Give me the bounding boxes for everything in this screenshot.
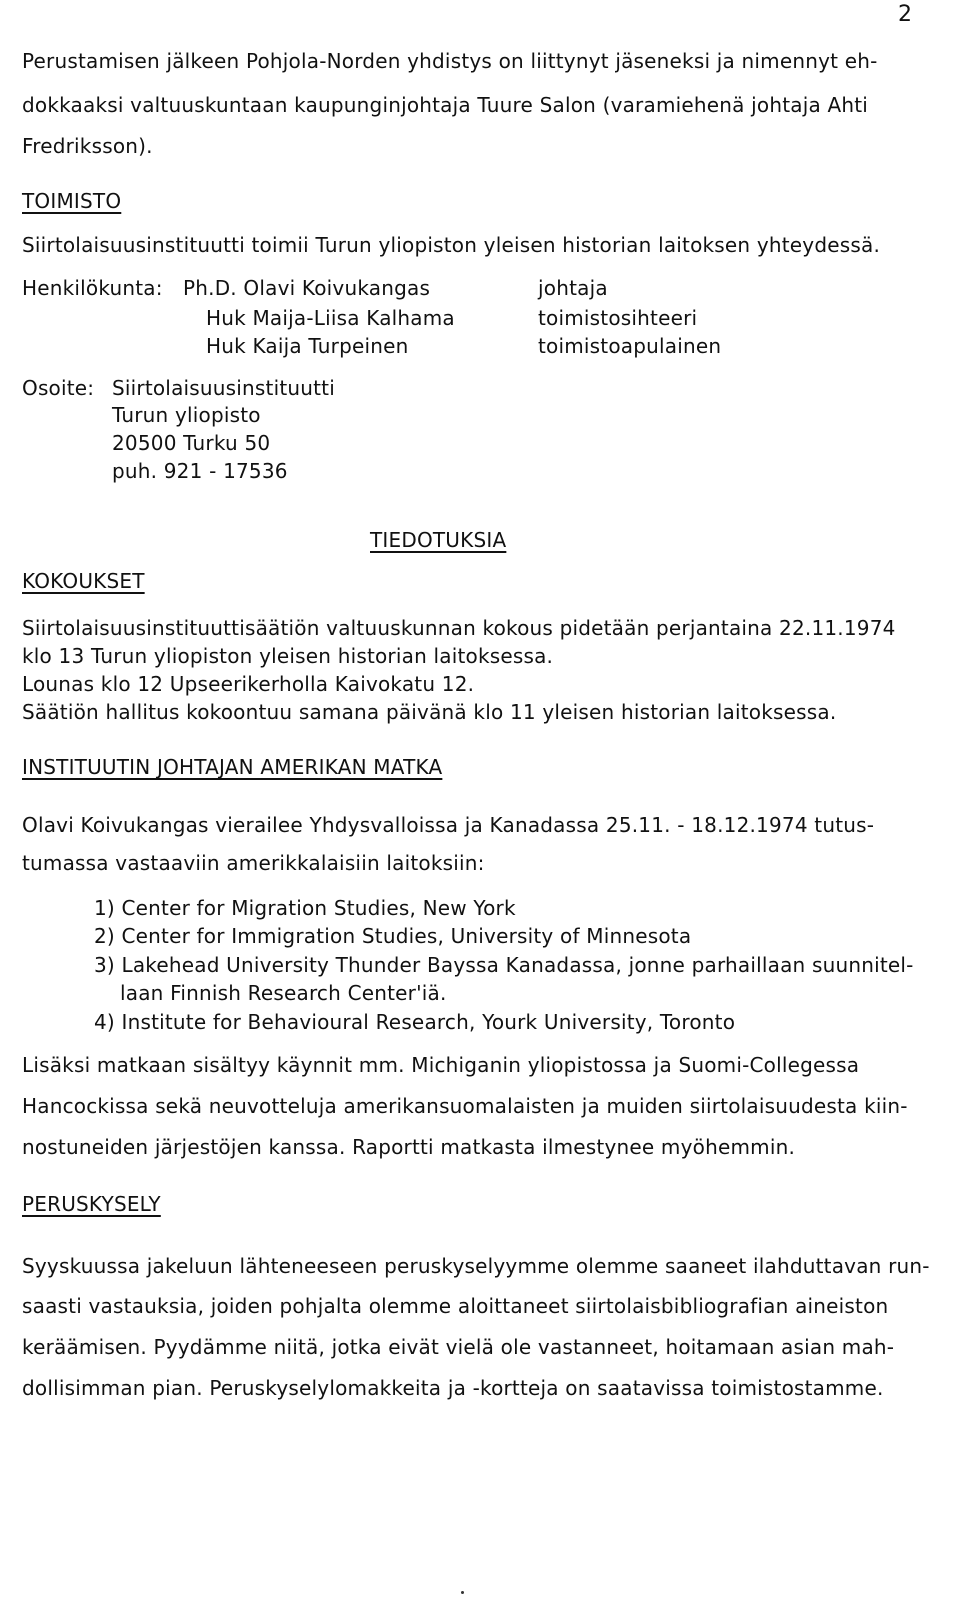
address-line-2: Turun yliopisto — [112, 403, 261, 427]
survey-line-1: Syyskuussa jakeluun lähteneeseen peruskyselyymme olemme saaneet ilahduttavan run- — [22, 1254, 930, 1278]
address-label: Osoite: — [22, 376, 95, 400]
address-line-3: 20500 Turku 50 — [112, 431, 271, 455]
trip-intro-2: tumassa vastaaviin amerikkalaisiin laitoksiin: — [22, 851, 485, 875]
trip-item-3: 3) Lakehead University Thunder Bayssa Kanadassa, jonne parhaillaan suunnitel- — [94, 953, 914, 977]
address-line-1: Siirtolaisuusinstituutti — [112, 376, 335, 400]
page-number: 2 — [898, 2, 913, 27]
meetings-line-3: Lounas klo 12 Upseerikerholla Kaivokatu 12. — [22, 672, 475, 696]
staff-name-3: Huk Kaija Turpeinen — [206, 334, 409, 358]
trip-intro-1: Olavi Koivukangas vierailee Yhdysvalloissa ja Kanadassa 25.11. - 18.12.1974 tutus- — [22, 813, 875, 837]
trip-item-1: 1) Center for Migration Studies, New York — [94, 896, 516, 920]
staff-role-2: toimistosihteeri — [538, 306, 698, 330]
survey-line-3: keräämisen. Pyydämme niitä, jotka eivät vielä ole vastanneet, hoitamaan asian mah- — [22, 1335, 895, 1359]
trip-item-4: 4) Institute for Behavioural Research, Yourk University, Toronto — [94, 1010, 736, 1034]
meetings-heading: KOKOUKSET — [22, 569, 145, 593]
trip-item-3-cont: laan Finnish Research Center'iä. — [120, 981, 447, 1005]
trip-item-2: 2) Center for Immigration Studies, University of Minnesota — [94, 924, 692, 948]
staff-label: Henkilökunta: — [22, 276, 163, 300]
trip-outro-3: nostuneiden järjestöjen kanssa. Raportti matkasta ilmestynee myöhemmin. — [22, 1135, 796, 1159]
meetings-line-1: Siirtolaisuusinstituuttisäätiön valtuuskunnan kokous pidetään perjantaina 22.11.1974 — [22, 616, 896, 640]
bulletins-title: TIEDOTUKSIA — [370, 528, 507, 552]
survey-line-2: saasti vastauksia, joiden pohjalta olemme aloittaneet siirtolaisbibliografian aineiston — [22, 1294, 889, 1318]
trip-heading: INSTITUUTIN JOHTAJAN AMERIKAN MATKA — [22, 755, 443, 779]
intro-line-2: dokkaaksi valtuuskuntaan kaupunginjohtaja Tuure Salon (varamiehenä johtaja Ahti — [22, 93, 869, 117]
address-line-4: puh. 921 - 17536 — [112, 459, 288, 483]
intro-line-1: Perustamisen jälkeen Pohjola-Norden yhdistys on liittynyt jäseneksi ja nimennyt eh- — [22, 49, 878, 73]
staff-role-3: toimistoapulainen — [538, 334, 722, 358]
intro-line-3: Fredriksson). — [22, 134, 153, 158]
trip-outro-2: Hancockissa sekä neuvotteluja amerikansuomalaisten ja muiden siirtolaisuudesta kiin- — [22, 1094, 908, 1118]
meetings-line-2: klo 13 Turun yliopiston yleisen historian laitoksessa. — [22, 644, 554, 668]
office-line: Siirtolaisuusinstituutti toimii Turun yliopiston yleisen historian laitoksen yhteydessä. — [22, 233, 881, 257]
staff-name-2: Huk Maija-Liisa Kalhama — [206, 306, 455, 330]
staff-role-1: johtaja — [538, 276, 608, 300]
meetings-line-4: Säätiön hallitus kokoontuu samana päivänä klo 11 yleisen historian laitoksessa. — [22, 700, 837, 724]
scan-speck — [461, 1591, 464, 1594]
survey-line-4: dollisimman pian. Peruskyselylomakkeita ja -kortteja on saatavissa toimistostamme. — [22, 1376, 884, 1400]
office-heading: TOIMISTO — [22, 189, 122, 213]
staff-name-1: Ph.D. Olavi Koivukangas — [183, 276, 431, 300]
survey-heading: PERUSKYSELY — [22, 1192, 161, 1216]
trip-outro-1: Lisäksi matkaan sisältyy käynnit mm. Michiganin yliopistossa ja Suomi-Collegessa — [22, 1053, 860, 1077]
